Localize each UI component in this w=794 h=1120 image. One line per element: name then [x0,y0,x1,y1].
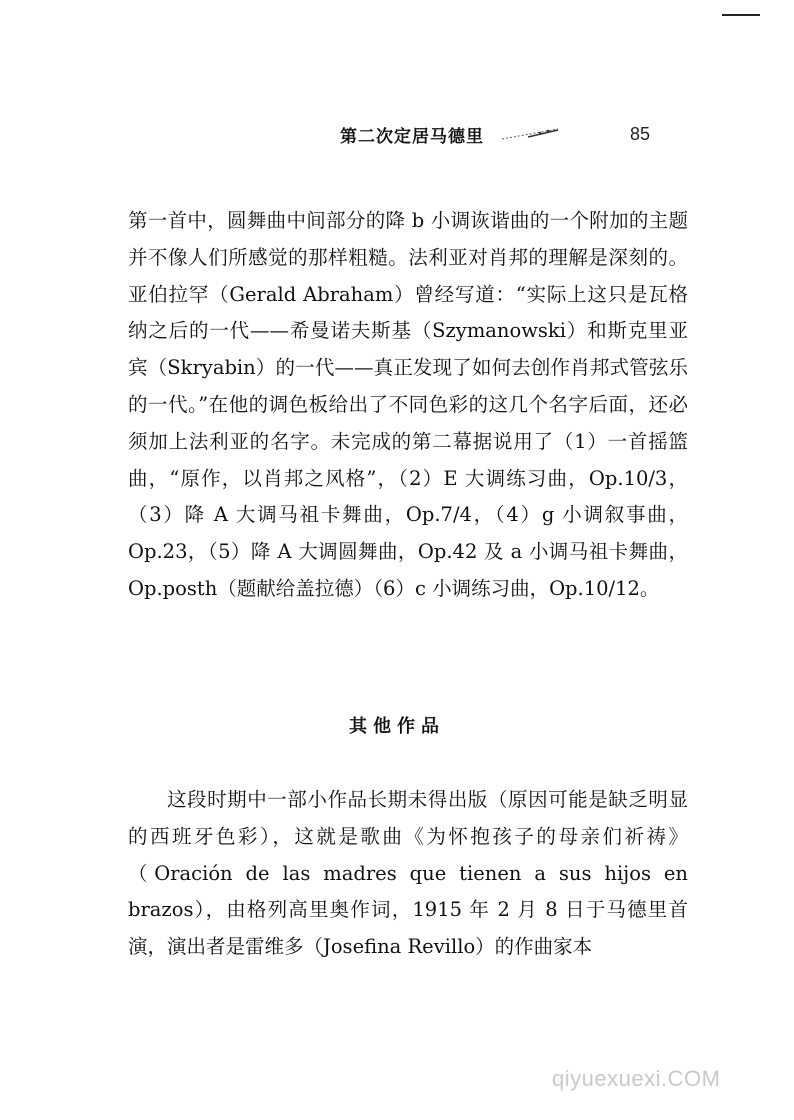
paragraph-text: 第一首中，圆舞曲中间部分的降 b 小调诙谐曲的一个附加的主题并不像人们所感觉的那样粗糙。法利亚对肖邦的理解是深刻的。亚伯拉罕（Gerald Abraham）曾经写道：“实际上这只是瓦格纳之后的一代——希曼诺夫斯基（Szymanowski）和斯克里亚宾（Skryabin）的一代——真正发现了如何去创作肖邦式管弦乐的一代。”在他的调色板给出了不同色彩的这几个名字后面，还必须加上法利亚的名字。未完成的第二幕据说用了（1）一首摇篮曲，“原作，以肖邦之风格”，（2）E 大调练习曲，Op.10/3，（3）降 A 大调马祖卡舞曲，Op.7/4，（4）g 小调叙事曲，Op.23，（5）降 A 大调圆舞曲，Op.42 及 a 小调马祖卡舞曲，Op.posth（题献给盖拉德）（6）c 小调练习曲，Op.10/12。 [128,209,688,600]
body-paragraph-2 [128,782,688,966]
running-title: 第二次定居马德里 [340,126,484,147]
body-paragraph-1 [128,203,688,608]
page-number: 85 [630,124,651,144]
top-rule [722,14,760,16]
paragraph-text: 这段时期中一部小作品长期未得出版（原因可能是缺乏明显的西班牙色彩），这就是歌曲《为怀抱孩子的母亲们祈祷》（Oración de las madres que tienen a sus hijos en brazos），由格列高里奥作词，1915 年 2 月 8 日于马德里首演，演出者是雷维多（Josefina Revillo）的作曲家本 [128,788,688,959]
section-heading: 其他作品 [349,716,445,737]
watermark: qiyuexuexi.COM [552,1066,721,1091]
ornament-icon [500,126,560,142]
running-head [340,122,560,146]
